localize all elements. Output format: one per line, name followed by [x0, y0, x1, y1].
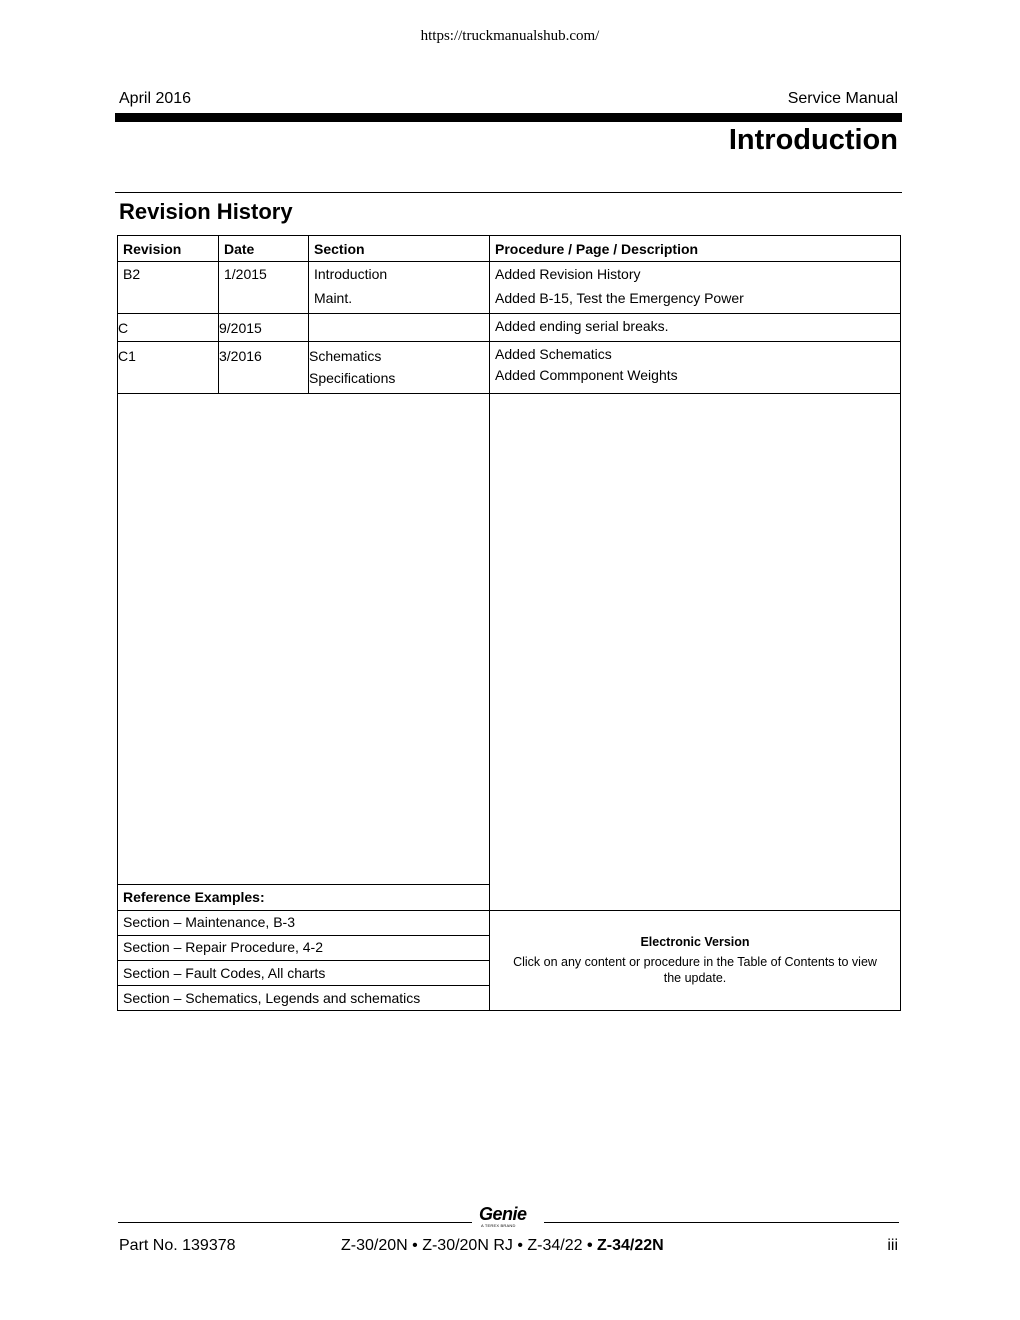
table-row-date: 9/2015: [219, 320, 262, 336]
table-row-section: Schematics: [309, 348, 382, 364]
header-doc-type: Service Manual: [787, 90, 898, 107]
list-item: Section – Maintenance, B-3: [123, 914, 295, 930]
empty-right-area: [489, 393, 901, 911]
table-row-description: Added ending serial breaks.: [495, 318, 669, 334]
source-url[interactable]: https://truckmanualshub.com/: [420, 28, 600, 44]
footer-page-number: iii: [887, 1237, 898, 1254]
chapter-title: Introduction: [728, 124, 898, 156]
footer-models-regular: Z-30/20N • Z-30/20N RJ • Z-34/22: [341, 1237, 587, 1254]
section-rule: [115, 192, 902, 193]
footer-rule-right: [544, 1222, 899, 1223]
table-row-date: 3/2016: [219, 348, 262, 364]
table-row-section: Maint.: [314, 290, 353, 306]
table-row-date: 1/2015: [224, 266, 267, 282]
table-row-section: Specifications: [309, 370, 396, 386]
footer-part-number: Part No. 139378: [119, 1237, 236, 1254]
table-row-description: Added Schematics: [495, 346, 612, 362]
header-revision: Revision: [123, 241, 182, 257]
reference-title: Reference Examples:: [123, 889, 265, 905]
table-row-revision: C1: [118, 348, 136, 364]
footer-models: [341, 1237, 664, 1255]
header-rule: [115, 113, 902, 122]
table-row-revision: C: [118, 320, 129, 336]
footer-rule-left: [118, 1222, 472, 1223]
electronic-version-text: Click on any content or procedure in the Table of Contents to view: [513, 955, 877, 969]
footer-models-bold: • Z-34/22N: [586, 1237, 664, 1254]
header-date: Date: [224, 241, 255, 257]
header-section: Section: [314, 241, 365, 257]
table-row-description: Added B-15, Test the Emergency Power: [495, 290, 744, 306]
list-item: Section – Fault Codes, All charts: [123, 965, 326, 981]
genie-logo-word: Genie: [479, 1204, 527, 1224]
empty-left-area: [117, 393, 490, 885]
genie-logo: [479, 1204, 539, 1228]
table-row-section: Introduction: [314, 266, 388, 282]
table-row-description: Added Commponent Weights: [495, 367, 678, 383]
table-row-revision: B2: [123, 266, 141, 282]
section-title: Revision History: [119, 199, 293, 224]
cell-c-section: [308, 313, 490, 342]
list-item: Section – Repair Procedure, 4-2: [123, 939, 323, 955]
table-row-description: Added Revision History: [495, 266, 641, 282]
header-date: April 2016: [119, 90, 192, 107]
genie-logo-sub: A TEREX BRAND: [481, 1223, 516, 1228]
cell-c-revision: [117, 313, 219, 342]
electronic-version-text: the update.: [663, 971, 727, 985]
header-description: Procedure / Page / Description: [495, 241, 699, 257]
electronic-version-title: Electronic Version: [640, 935, 750, 949]
list-item: Section – Schematics, Legends and schematics: [123, 990, 421, 1006]
